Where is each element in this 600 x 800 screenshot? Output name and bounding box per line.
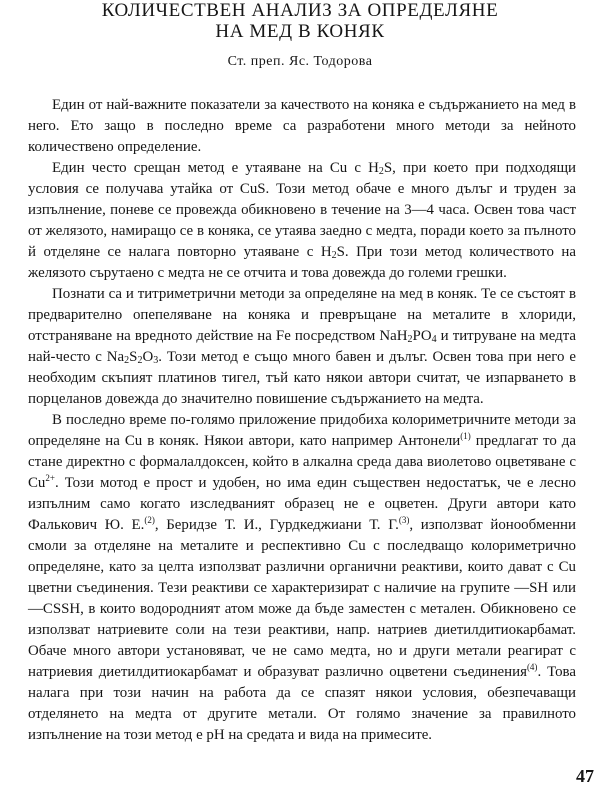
text-run: S: [129, 349, 138, 365]
subscript: 2: [124, 355, 130, 366]
title-line-2: НА МЕД В КОНЯК: [215, 21, 385, 42]
text-run: PO: [412, 328, 432, 344]
author-byline: Ст. преп. Яс. Тодорова: [227, 54, 373, 69]
text-run: предлагат то да стане директно с формалалдоксен, който в алкална среда дава виолетово оцветяване с Cu: [28, 433, 576, 491]
text-run: S. При този метод количеството на желязото сърутаено с медта не се отчита и това довежда до големи грешки.: [28, 244, 576, 281]
paragraph-4: [28, 410, 576, 746]
superscript: (4): [526, 662, 538, 672]
subscript: 4: [431, 334, 437, 345]
text-run: В последно време по-голямо приложение придобиха колориметричните методи за определяне на Cu в коняк. Някои автори, като например Антонели: [28, 412, 576, 449]
superscript: (1): [460, 431, 471, 441]
text-run: , използват йонообменни смоли за отделяне на металите и респективно Cu с последващо колориметрично определяне, като за целта използват различни органични реактиви, които дават с Cu цветни съединения. Тези реактиви се характеризират с наличие на групите —SH или —CSSH, в които водородният атом може да бъде заместен с метален. Обикновено се използват натриевите соли на тези реактиви, напр. натриев диетилдитиокарбамат. Обаче много автори установяват, че не само медта, но и други метали реагират с натриевия диетилдитиокарбамат и образуват различно оцветени съединения: [28, 517, 576, 680]
superscript: (2): [144, 515, 155, 525]
subscript: 2: [378, 166, 384, 177]
subscript: 2: [331, 250, 337, 261]
text-run: . Това налага при този начин на работа да се спазят някои условия, обезпечаващи отделянето на медта от другите метали. От голямо значение за правилното изпълнение на този метод е pH на средата и вида на примесите.: [28, 664, 576, 743]
article-body: [28, 95, 576, 746]
text-run: Един често срещан метод е утаяване на Cu с H: [52, 160, 379, 176]
text-run: . Този метод е също много бавен и дълъг. Освен това при него е необходим скъпият платинов тигел, тъй като някои автори считат, че изпарването в порцеланов довежда до значително повишение съдържанието на медта.: [28, 349, 576, 407]
text-run: S, при което при подходящи условия се получава утайка от CuS. Този метод обаче е много дълъг и труден за изпълнение, поневе се провежда обикновено в течение на 3—4 часа. Освен това част от желязото, намиращо се в коняка, се утаява заедно с медта, поради което за пълното й отделяне се налага повторно утаяване с H: [28, 160, 577, 260]
paragraph-1: [28, 95, 576, 158]
subscript: 2: [137, 355, 143, 366]
paragraph-2: [28, 158, 576, 284]
title-line-1: КОЛИЧЕСТВЕН АНАЛИЗ ЗА ОПРЕДЕЛЯНЕ: [101, 0, 499, 21]
superscript: 2+: [45, 473, 55, 483]
text-run: . Този мотод е прост и удобен, но има един съществен недостатък, че е лесно изпълним само когато изследваният образец не е оцветен. Други автори като Фалькович Ю. Е.: [28, 475, 576, 533]
page-number: 47: [576, 766, 594, 786]
subscript: 3: [153, 355, 159, 366]
text-run: , Беридзе Т. И., Гурдкеджиани Т. Г.: [154, 517, 399, 533]
text-run: и титруване на медта най-често с Na: [28, 328, 576, 365]
text-run: Познати са и титриметрични методи за определяне на мед в коняк. Те се състоят в предварително опепеляване на коняка и превръщане на металите в хлориди, отстраняване на вредното действие на Fe посредством NaH: [28, 286, 576, 344]
superscript: (3): [398, 515, 410, 525]
text-run: O: [142, 349, 154, 365]
text-run: Един от най-важните показатели за качеството на коняка е съдържанието на мед в него. Ето защо в последно време са разработени много методи за нейното количествено определение.: [28, 97, 576, 155]
subscript: 2: [407, 334, 413, 345]
paragraph-3: [28, 284, 576, 410]
